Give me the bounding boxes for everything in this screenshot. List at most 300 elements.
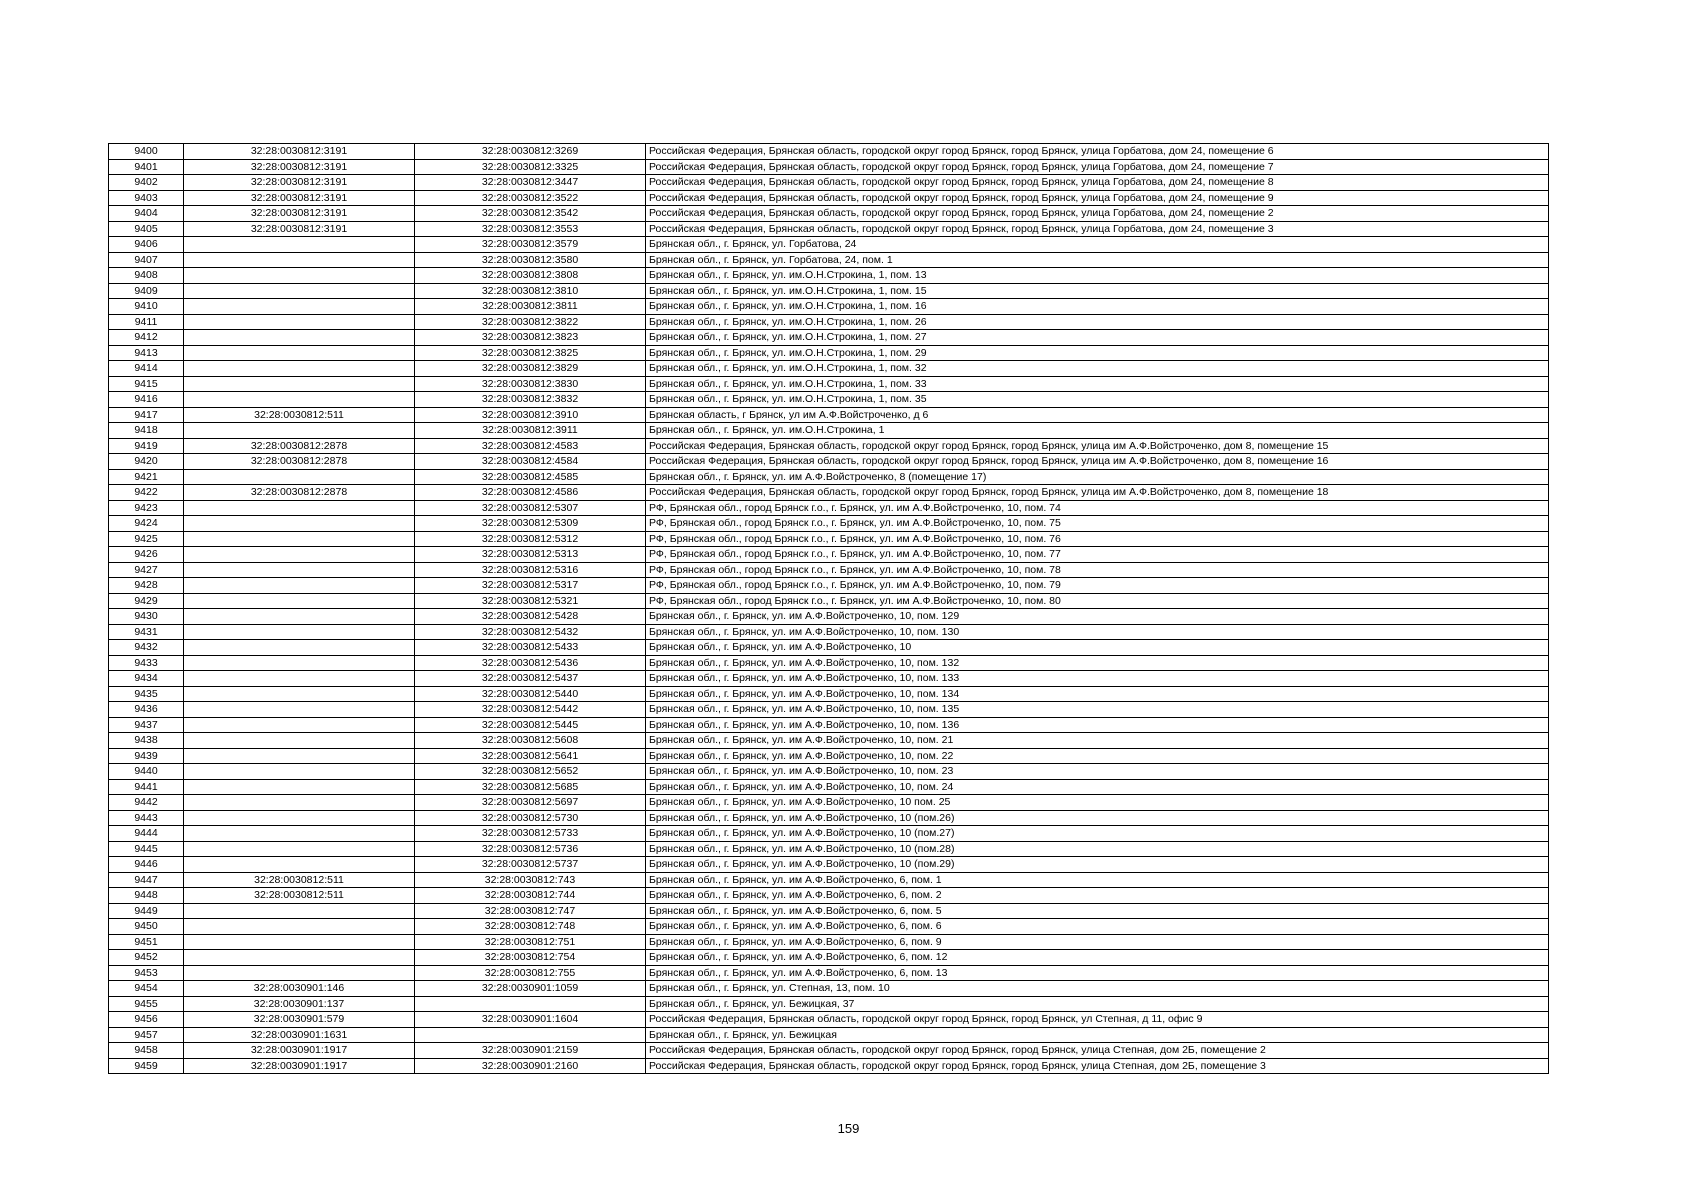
table-row [109, 330, 1549, 346]
address-cell: Брянская обл., г. Брянск, ул. им А.Ф.Войстроченко, 10, пом. 24 [646, 779, 1549, 795]
parent-cadastral-number-cell [184, 826, 415, 842]
address-cell: Брянская обл., г. Брянск, ул. Степная, 13, пом. 10 [646, 981, 1549, 997]
table-row [109, 159, 1549, 175]
row-number-cell: 9429 [109, 593, 184, 609]
address-cell: Брянская обл., г. Брянск, ул. им А.Ф.Войстроченко, 6, пом. 2 [646, 888, 1549, 904]
address-cell: Брянская обл., г. Брянск, ул. им А.Ф.Войстроченко, 10, пом. 22 [646, 748, 1549, 764]
address-cell: Российская Федерация, Брянская область, городской округ город Брянск, город Брянск, улица Горбатова, дом 24, помещение 7 [646, 159, 1549, 175]
row-number-cell: 9453 [109, 965, 184, 981]
table-row [109, 733, 1549, 749]
cadastral-number-cell: 32:28:0030812:4586 [415, 485, 646, 501]
parent-cadastral-number-cell [184, 330, 415, 346]
address-cell: Брянская обл., г. Брянск, ул. им.О.Н.Строкина, 1, пом. 29 [646, 345, 1549, 361]
row-number-cell: 9414 [109, 361, 184, 377]
cadastral-number-cell: 32:28:0030901:2160 [415, 1058, 646, 1074]
cadastral-number-cell: 32:28:0030812:4585 [415, 469, 646, 485]
row-number-cell: 9440 [109, 764, 184, 780]
address-cell: Брянская обл., г. Брянск, ул. им А.Ф.Войстроченко, 10, пом. 135 [646, 702, 1549, 718]
cadastral-table [108, 143, 1549, 1074]
parent-cadastral-number-cell [184, 624, 415, 640]
parent-cadastral-number-cell [184, 423, 415, 439]
cadastral-number-cell: 32:28:0030812:5436 [415, 655, 646, 671]
address-cell: Брянская обл., г. Брянск, ул. им А.Ф.Войстроченко, 6, пом. 13 [646, 965, 1549, 981]
address-cell: Брянская обл., г. Брянск, ул. им А.Ф.Войстроченко, 10 пом. 25 [646, 795, 1549, 811]
table-row [109, 888, 1549, 904]
table-row [109, 779, 1549, 795]
table-row [109, 438, 1549, 454]
parent-cadastral-number-cell [184, 361, 415, 377]
parent-cadastral-number-cell [184, 392, 415, 408]
cadastral-number-cell: 32:28:0030812:755 [415, 965, 646, 981]
table-row [109, 748, 1549, 764]
address-cell: Российская Федерация, Брянская область, городской округ город Брянск, город Брянск, улица им А.Ф.Войстроченко, дом 8, помещение 18 [646, 485, 1549, 501]
cadastral-number-cell: 32:28:0030812:751 [415, 934, 646, 950]
parent-cadastral-number-cell [184, 903, 415, 919]
table-row [109, 531, 1549, 547]
parent-cadastral-number-cell [184, 795, 415, 811]
table-row [109, 686, 1549, 702]
row-number-cell: 9449 [109, 903, 184, 919]
address-cell: РФ, Брянская обл., город Брянск г.о., г. Брянск, ул. им А.Ф.Войстроченко, 10, пом. 78 [646, 562, 1549, 578]
table-row [109, 547, 1549, 563]
row-number-cell: 9456 [109, 1012, 184, 1028]
table-row [109, 655, 1549, 671]
address-cell: Российская Федерация, Брянская область, городской округ город Брянск, город Брянск, улица Горбатова, дом 24, помещение 9 [646, 190, 1549, 206]
parent-cadastral-number-cell [184, 748, 415, 764]
table-row [109, 237, 1549, 253]
address-cell: Брянская обл., г. Брянск, ул. им.О.Н.Строкина, 1, пом. 27 [646, 330, 1549, 346]
parent-cadastral-number-cell [184, 252, 415, 268]
address-cell: Брянская обл., г. Брянск, ул. им А.Ф.Войстроченко, 6, пом. 6 [646, 919, 1549, 935]
row-number-cell: 9447 [109, 872, 184, 888]
address-cell: Брянская обл., г. Брянск, ул. им А.Ф.Войстроченко, 10, пом. 136 [646, 717, 1549, 733]
table-row [109, 361, 1549, 377]
table-row [109, 965, 1549, 981]
cadastral-number-cell: 32:28:0030812:5440 [415, 686, 646, 702]
address-cell: Брянская обл., г. Брянск, ул. им А.Ф.Войстроченко, 10 [646, 640, 1549, 656]
address-cell: Российская Федерация, Брянская область, городской округ город Брянск, город Брянск, улица Горбатова, дом 24, помещение 8 [646, 175, 1549, 191]
address-cell: Брянская обл., г. Брянск, ул. им А.Ф.Войстроченко, 6, пом. 9 [646, 934, 1549, 950]
row-number-cell: 9448 [109, 888, 184, 904]
parent-cadastral-number-cell: 32:28:0030812:3191 [184, 190, 415, 206]
address-cell: Брянская обл., г. Брянск, ул. Бежицкая [646, 1027, 1549, 1043]
table-row [109, 423, 1549, 439]
row-number-cell: 9430 [109, 609, 184, 625]
parent-cadastral-number-cell [184, 717, 415, 733]
table-row [109, 206, 1549, 222]
cadastral-number-cell: 32:28:0030812:743 [415, 872, 646, 888]
cadastral-number-cell: 32:28:0030812:5737 [415, 857, 646, 873]
parent-cadastral-number-cell: 32:28:0030812:511 [184, 872, 415, 888]
parent-cadastral-number-cell [184, 547, 415, 563]
address-cell: Брянская обл., г. Брянск, ул. Бежицкая, 37 [646, 996, 1549, 1012]
cadastral-number-cell: 32:28:0030901:2159 [415, 1043, 646, 1059]
address-cell: Брянская обл., г. Брянск, ул. им А.Ф.Войстроченко, 10, пом. 130 [646, 624, 1549, 640]
row-number-cell: 9445 [109, 841, 184, 857]
table-row [109, 934, 1549, 950]
parent-cadastral-number-cell: 32:28:0030812:3191 [184, 159, 415, 175]
row-number-cell: 9439 [109, 748, 184, 764]
cadastral-number-cell: 32:28:0030812:5736 [415, 841, 646, 857]
parent-cadastral-number-cell [184, 283, 415, 299]
parent-cadastral-number-cell [184, 345, 415, 361]
parent-cadastral-number-cell: 32:28:0030812:3191 [184, 221, 415, 237]
parent-cadastral-number-cell [184, 686, 415, 702]
cadastral-number-cell: 32:28:0030812:5730 [415, 810, 646, 826]
row-number-cell: 9434 [109, 671, 184, 687]
cadastral-number-cell: 32:28:0030812:3808 [415, 268, 646, 284]
table-row [109, 826, 1549, 842]
cadastral-number-cell [415, 1027, 646, 1043]
address-cell: РФ, Брянская обл., город Брянск г.о., г. Брянск, ул. им А.Ф.Войстроченко, 10, пом. 77 [646, 547, 1549, 563]
parent-cadastral-number-cell: 32:28:0030901:137 [184, 996, 415, 1012]
parent-cadastral-number-cell [184, 857, 415, 873]
address-cell: Брянская обл., г. Брянск, ул. им.О.Н.Строкина, 1, пом. 33 [646, 376, 1549, 392]
parent-cadastral-number-cell [184, 671, 415, 687]
parent-cadastral-number-cell: 32:28:0030812:3191 [184, 144, 415, 160]
cadastral-number-cell: 32:28:0030812:744 [415, 888, 646, 904]
address-cell: Российская Федерация, Брянская область, городской округ город Брянск, город Брянск, улица им А.Ф.Войстроченко, дом 8, помещение 16 [646, 454, 1549, 470]
cadastral-number-cell: 32:28:0030812:3825 [415, 345, 646, 361]
table-row [109, 144, 1549, 160]
cadastral-number-cell: 32:28:0030812:5445 [415, 717, 646, 733]
parent-cadastral-number-cell [184, 314, 415, 330]
parent-cadastral-number-cell: 32:28:0030812:3191 [184, 206, 415, 222]
table-row [109, 392, 1549, 408]
parent-cadastral-number-cell: 32:28:0030812:2878 [184, 438, 415, 454]
table-row [109, 950, 1549, 966]
parent-cadastral-number-cell [184, 965, 415, 981]
parent-cadastral-number-cell [184, 299, 415, 315]
table-row [109, 376, 1549, 392]
parent-cadastral-number-cell: 32:28:0030812:3191 [184, 175, 415, 191]
parent-cadastral-number-cell [184, 376, 415, 392]
cadastral-number-cell: 32:28:0030812:5437 [415, 671, 646, 687]
address-cell: Брянская обл., г. Брянск, ул. им А.Ф.Войстроченко, 10 (пом.28) [646, 841, 1549, 857]
parent-cadastral-number-cell [184, 531, 415, 547]
table-row [109, 1012, 1549, 1028]
parent-cadastral-number-cell [184, 578, 415, 594]
parent-cadastral-number-cell [184, 950, 415, 966]
address-cell: Брянская обл., г. Брянск, ул. им А.Ф.Войстроченко, 6, пом. 12 [646, 950, 1549, 966]
row-number-cell: 9420 [109, 454, 184, 470]
cadastral-number-cell: 32:28:0030812:3553 [415, 221, 646, 237]
parent-cadastral-number-cell [184, 934, 415, 950]
cadastral-number-cell: 32:28:0030812:3269 [415, 144, 646, 160]
row-number-cell: 9438 [109, 733, 184, 749]
cadastral-number-cell: 32:28:0030812:5313 [415, 547, 646, 563]
row-number-cell: 9419 [109, 438, 184, 454]
row-number-cell: 9424 [109, 516, 184, 532]
address-cell: Российская Федерация, Брянская область, городской округ город Брянск, город Брянск, улица Степная, дом 2Б, помещение 3 [646, 1058, 1549, 1074]
table-row [109, 299, 1549, 315]
table-row [109, 221, 1549, 237]
table-row [109, 981, 1549, 997]
table-row [109, 407, 1549, 423]
parent-cadastral-number-cell: 32:28:0030901:579 [184, 1012, 415, 1028]
parent-cadastral-number-cell [184, 562, 415, 578]
table-row [109, 314, 1549, 330]
table-row [109, 593, 1549, 609]
parent-cadastral-number-cell: 32:28:0030812:511 [184, 888, 415, 904]
table-row [109, 671, 1549, 687]
table-row [109, 190, 1549, 206]
table-row [109, 175, 1549, 191]
table-row [109, 872, 1549, 888]
cadastral-number-cell: 32:28:0030812:5652 [415, 764, 646, 780]
table-row [109, 640, 1549, 656]
row-number-cell: 9402 [109, 175, 184, 191]
parent-cadastral-number-cell [184, 702, 415, 718]
table-row [109, 1058, 1549, 1074]
table-row [109, 810, 1549, 826]
row-number-cell: 9450 [109, 919, 184, 935]
cadastral-number-cell: 32:28:0030812:5321 [415, 593, 646, 609]
row-number-cell: 9426 [109, 547, 184, 563]
cadastral-number-cell: 32:28:0030812:5317 [415, 578, 646, 594]
cadastral-number-cell: 32:28:0030812:3579 [415, 237, 646, 253]
row-number-cell: 9425 [109, 531, 184, 547]
row-number-cell: 9435 [109, 686, 184, 702]
row-number-cell: 9444 [109, 826, 184, 842]
table-row [109, 702, 1549, 718]
table-row [109, 841, 1549, 857]
cadastral-number-cell: 32:28:0030812:3580 [415, 252, 646, 268]
parent-cadastral-number-cell [184, 640, 415, 656]
parent-cadastral-number-cell [184, 593, 415, 609]
row-number-cell: 9400 [109, 144, 184, 160]
table-row [109, 919, 1549, 935]
cadastral-number-cell: 32:28:0030812:5442 [415, 702, 646, 718]
address-cell: Брянская обл., г. Брянск, ул. им.О.Н.Строкина, 1, пом. 35 [646, 392, 1549, 408]
row-number-cell: 9454 [109, 981, 184, 997]
cadastral-number-cell: 32:28:0030812:3447 [415, 175, 646, 191]
address-cell: РФ, Брянская обл., город Брянск г.о., г. Брянск, ул. им А.Ф.Войстроченко, 10, пом. 76 [646, 531, 1549, 547]
row-number-cell: 9415 [109, 376, 184, 392]
table-row [109, 996, 1549, 1012]
address-cell: Российская Федерация, Брянская область, городской округ город Брянск, город Брянск, улица Горбатова, дом 24, помещение 6 [646, 144, 1549, 160]
table-row [109, 903, 1549, 919]
parent-cadastral-number-cell [184, 268, 415, 284]
address-cell: РФ, Брянская обл., город Брянск г.о., г. Брянск, ул. им А.Ф.Войстроченко, 10, пом. 75 [646, 516, 1549, 532]
table-row [109, 1043, 1549, 1059]
row-number-cell: 9406 [109, 237, 184, 253]
address-cell: Брянская обл., г. Брянск, ул. Горбатова, 24 [646, 237, 1549, 253]
cadastral-number-cell: 32:28:0030812:5608 [415, 733, 646, 749]
row-number-cell: 9407 [109, 252, 184, 268]
cadastral-number-cell: 32:28:0030901:1059 [415, 981, 646, 997]
row-number-cell: 9421 [109, 469, 184, 485]
parent-cadastral-number-cell [184, 655, 415, 671]
table-row [109, 562, 1549, 578]
parent-cadastral-number-cell [184, 609, 415, 625]
row-number-cell: 9410 [109, 299, 184, 315]
row-number-cell: 9436 [109, 702, 184, 718]
cadastral-number-cell: 32:28:0030812:3325 [415, 159, 646, 175]
row-number-cell: 9408 [109, 268, 184, 284]
table-row [109, 857, 1549, 873]
cadastral-number-cell: 32:28:0030812:3542 [415, 206, 646, 222]
cadastral-number-cell: 32:28:0030812:5312 [415, 531, 646, 547]
cadastral-number-cell: 32:28:0030812:748 [415, 919, 646, 935]
table-row [109, 717, 1549, 733]
address-cell: РФ, Брянская обл., город Брянск г.о., г. Брянск, ул. им А.Ф.Войстроченко, 10, пом. 79 [646, 578, 1549, 594]
address-cell: Брянская обл., г. Брянск, ул. им.О.Н.Строкина, 1 [646, 423, 1549, 439]
table-row [109, 283, 1549, 299]
table-row [109, 624, 1549, 640]
parent-cadastral-number-cell: 32:28:0030812:511 [184, 407, 415, 423]
row-number-cell: 9409 [109, 283, 184, 299]
parent-cadastral-number-cell [184, 733, 415, 749]
address-cell: Брянская обл., г. Брянск, ул. им А.Ф.Войстроченко, 10, пом. 132 [646, 655, 1549, 671]
address-cell: Российская Федерация, Брянская область, городской округ город Брянск, город Брянск, ул Степная, д 11, офис 9 [646, 1012, 1549, 1028]
address-cell: Брянская обл., г. Брянск, ул. им А.Ф.Войстроченко, 10 (пом.29) [646, 857, 1549, 873]
address-cell: Брянская обл., г. Брянск, ул. им А.Ф.Войстроченко, 10, пом. 133 [646, 671, 1549, 687]
row-number-cell: 9433 [109, 655, 184, 671]
row-number-cell: 9446 [109, 857, 184, 873]
row-number-cell: 9413 [109, 345, 184, 361]
address-cell: Брянская обл., г. Брянск, ул. им А.Ф.Войстроченко, 10, пом. 134 [646, 686, 1549, 702]
cadastral-number-cell: 32:28:0030812:5733 [415, 826, 646, 842]
table-row [109, 485, 1549, 501]
row-number-cell: 9416 [109, 392, 184, 408]
address-cell: Брянская обл., г. Брянск, ул. им А.Ф.Войстроченко, 10 (пом.27) [646, 826, 1549, 842]
row-number-cell: 9423 [109, 500, 184, 516]
cadastral-number-cell: 32:28:0030812:5316 [415, 562, 646, 578]
row-number-cell: 9455 [109, 996, 184, 1012]
address-cell: Брянская обл., г. Брянск, ул. им А.Ф.Войстроченко, 10, пом. 23 [646, 764, 1549, 780]
table-row [109, 454, 1549, 470]
address-cell: Брянская обл., г. Брянск, ул. Горбатова, 24, пом. 1 [646, 252, 1549, 268]
address-cell: РФ, Брянская обл., город Брянск г.о., г. Брянск, ул. им А.Ф.Войстроченко, 10, пом. 80 [646, 593, 1549, 609]
table-row [109, 469, 1549, 485]
row-number-cell: 9459 [109, 1058, 184, 1074]
address-cell: Российская Федерация, Брянская область, городской округ город Брянск, город Брянск, улица Степная, дом 2Б, помещение 2 [646, 1043, 1549, 1059]
parent-cadastral-number-cell [184, 919, 415, 935]
address-cell: Брянская обл., г. Брянск, ул. им А.Ф.Войстроченко, 10 (пом.26) [646, 810, 1549, 826]
parent-cadastral-number-cell: 32:28:0030901:146 [184, 981, 415, 997]
row-number-cell: 9457 [109, 1027, 184, 1043]
address-cell: Брянская область, г Брянск, ул им А.Ф.Войстроченко, д 6 [646, 407, 1549, 423]
row-number-cell: 9401 [109, 159, 184, 175]
cadastral-number-cell: 32:28:0030812:754 [415, 950, 646, 966]
address-cell: Брянская обл., г. Брянск, ул. им.О.Н.Строкина, 1, пом. 16 [646, 299, 1549, 315]
table-row [109, 609, 1549, 625]
row-number-cell: 9437 [109, 717, 184, 733]
table-body [109, 144, 1549, 1074]
table-row [109, 268, 1549, 284]
cadastral-number-cell: 32:28:0030812:5685 [415, 779, 646, 795]
cadastral-number-cell: 32:28:0030812:5428 [415, 609, 646, 625]
cadastral-number-cell: 32:28:0030812:5309 [415, 516, 646, 532]
address-cell: Брянская обл., г. Брянск, ул. им.О.Н.Строкина, 1, пом. 13 [646, 268, 1549, 284]
cadastral-number-cell: 32:28:0030812:3830 [415, 376, 646, 392]
cadastral-number-cell [415, 996, 646, 1012]
cadastral-number-cell: 32:28:0030812:3829 [415, 361, 646, 377]
table-row [109, 578, 1549, 594]
parent-cadastral-number-cell [184, 841, 415, 857]
address-cell: Брянская обл., г. Брянск, ул. им.О.Н.Строкина, 1, пом. 26 [646, 314, 1549, 330]
parent-cadastral-number-cell: 32:28:0030901:1631 [184, 1027, 415, 1043]
table-row [109, 500, 1549, 516]
parent-cadastral-number-cell [184, 500, 415, 516]
row-number-cell: 9458 [109, 1043, 184, 1059]
table-row [109, 252, 1549, 268]
row-number-cell: 9432 [109, 640, 184, 656]
parent-cadastral-number-cell: 32:28:0030812:2878 [184, 454, 415, 470]
row-number-cell: 9441 [109, 779, 184, 795]
address-cell: Российская Федерация, Брянская область, городской округ город Брянск, город Брянск, улица Горбатова, дом 24, помещение 2 [646, 206, 1549, 222]
address-cell: Брянская обл., г. Брянск, ул. им А.Ф.Войстроченко, 10, пом. 21 [646, 733, 1549, 749]
cadastral-number-cell: 32:28:0030901:1604 [415, 1012, 646, 1028]
cadastral-number-cell: 32:28:0030812:5433 [415, 640, 646, 656]
cadastral-number-cell: 32:28:0030812:3822 [415, 314, 646, 330]
page-number: 159 [837, 1121, 860, 1136]
cadastral-number-cell: 32:28:0030812:5697 [415, 795, 646, 811]
parent-cadastral-number-cell [184, 810, 415, 826]
row-number-cell: 9405 [109, 221, 184, 237]
cadastral-number-cell: 32:28:0030812:3811 [415, 299, 646, 315]
cadastral-number-cell: 32:28:0030812:3823 [415, 330, 646, 346]
cadastral-number-cell: 32:28:0030812:4584 [415, 454, 646, 470]
cadastral-number-cell: 32:28:0030812:5432 [415, 624, 646, 640]
cadastral-number-cell: 32:28:0030812:4583 [415, 438, 646, 454]
parent-cadastral-number-cell [184, 764, 415, 780]
table-row [109, 1027, 1549, 1043]
row-number-cell: 9452 [109, 950, 184, 966]
address-cell: Брянская обл., г. Брянск, ул. им.О.Н.Строкина, 1, пом. 32 [646, 361, 1549, 377]
row-number-cell: 9404 [109, 206, 184, 222]
address-cell: РФ, Брянская обл., город Брянск г.о., г. Брянск, ул. им А.Ф.Войстроченко, 10, пом. 74 [646, 500, 1549, 516]
table-row [109, 345, 1549, 361]
cadastral-number-cell: 32:28:0030812:3911 [415, 423, 646, 439]
parent-cadastral-number-cell [184, 779, 415, 795]
table-row [109, 795, 1549, 811]
address-cell: Российская Федерация, Брянская область, городской округ город Брянск, город Брянск, улица Горбатова, дом 24, помещение 3 [646, 221, 1549, 237]
address-cell: Брянская обл., г. Брянск, ул. им А.Ф.Войстроченко, 8 (помещение 17) [646, 469, 1549, 485]
row-number-cell: 9417 [109, 407, 184, 423]
row-number-cell: 9403 [109, 190, 184, 206]
row-number-cell: 9427 [109, 562, 184, 578]
address-cell: Российская Федерация, Брянская область, городской округ город Брянск, город Брянск, улица им А.Ф.Войстроченко, дом 8, помещение 15 [646, 438, 1549, 454]
cadastral-number-cell: 32:28:0030812:3832 [415, 392, 646, 408]
row-number-cell: 9422 [109, 485, 184, 501]
parent-cadastral-number-cell: 32:28:0030901:1917 [184, 1043, 415, 1059]
table-row [109, 764, 1549, 780]
parent-cadastral-number-cell: 32:28:0030812:2878 [184, 485, 415, 501]
cadastral-number-cell: 32:28:0030812:747 [415, 903, 646, 919]
row-number-cell: 9431 [109, 624, 184, 640]
parent-cadastral-number-cell: 32:28:0030901:1917 [184, 1058, 415, 1074]
row-number-cell: 9428 [109, 578, 184, 594]
cadastral-number-cell: 32:28:0030812:5307 [415, 500, 646, 516]
table-row [109, 516, 1549, 532]
row-number-cell: 9443 [109, 810, 184, 826]
address-cell: Брянская обл., г. Брянск, ул. им А.Ф.Войстроченко, 6, пом. 5 [646, 903, 1549, 919]
cadastral-number-cell: 32:28:0030812:3810 [415, 283, 646, 299]
parent-cadastral-number-cell [184, 469, 415, 485]
address-cell: Брянская обл., г. Брянск, ул. им.О.Н.Строкина, 1, пом. 15 [646, 283, 1549, 299]
cadastral-number-cell: 32:28:0030812:3522 [415, 190, 646, 206]
cadastral-number-cell: 32:28:0030812:3910 [415, 407, 646, 423]
row-number-cell: 9411 [109, 314, 184, 330]
parent-cadastral-number-cell [184, 516, 415, 532]
row-number-cell: 9412 [109, 330, 184, 346]
cadastral-number-cell: 32:28:0030812:5641 [415, 748, 646, 764]
row-number-cell: 9418 [109, 423, 184, 439]
parent-cadastral-number-cell [184, 237, 415, 253]
row-number-cell: 9451 [109, 934, 184, 950]
